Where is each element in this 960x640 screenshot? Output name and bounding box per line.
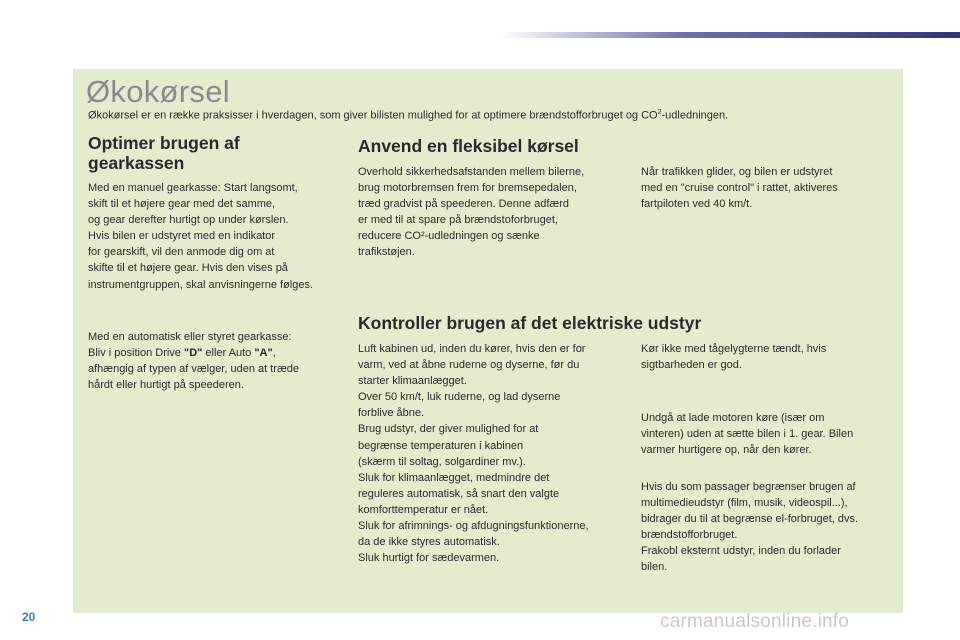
gearbox-automatic-line2b: eller Auto bbox=[202, 347, 255, 360]
heading-gearbox: Optimer brugen af gearkassen bbox=[88, 133, 240, 173]
gearbox-manual-text: Med en manuel gearkasse: Start langsomt, skift til et højere gear med det samme, og gear derefter hurtigt op under kørslen. Hvis bilen er udstyret med en indikator for gearskift, vil den anmode dig om at skifte til et højere gear. Hvis den vises på instrumentgruppen, skal anvisningerne følges. bbox=[88, 182, 314, 291]
intro-text-before: Økokørsel er en række praksisser i hverdagen, som giver bilisten mulighed for at optimere brændstofforbruget og CO bbox=[88, 109, 658, 122]
page-title: Økokørsel bbox=[86, 74, 230, 109]
electrical-equipment-text-left: Luft kabinen ud, inden du kører, hvis den er for varm, ved at åbne ruderne og dyserne, før du starter klimaanlægget. Over 50 km/t, luk ruderne, og lad dyserne forblive åbne. Brug udstyr, der giver mulighed for at begrænse temperaturen i kabinen (skærm til soltag, solgardiner mv.). Sluk for klimaanlægget, medmindre det reguleres automatisk, så snart den valgte komforttemperatur er nået. Sluk for afrimnings- og afdugningsfunktionerne, da de ikke styres automatisk. Sluk hurtigt for sædevarmen. bbox=[358, 343, 589, 565]
gearbox-automatic-line1: Med en automatisk eller styret gearkasse: bbox=[88, 331, 292, 343]
header-decorative-bar bbox=[500, 32, 960, 38]
heading-electrical-equipment: Kontroller brugen af det elektriske udstyr bbox=[358, 313, 702, 333]
intro-text bbox=[88, 109, 728, 122]
flexible-driving-text-left: Overhold sikkerhedsafstanden mellem bilerne, brug motorbremsen frem for bremsepedalen, træd gradvist på speederen. Denne adfærd er med til at spare på brændstoforbruget, reducere CO²-udledningen og sænke trafikstøjen. bbox=[358, 166, 585, 259]
auto-position-label: "A" bbox=[254, 347, 273, 360]
gearbox-automatic-text bbox=[88, 329, 348, 393]
gearbox-automatic-rest: afhængig af typen af vælger, uden at træde hårdt eller hurtigt på speederen. bbox=[88, 363, 299, 392]
flexible-driving-text-right: Når trafikken glider, og bilen er udstyret med en "cruise control" i rattet, aktiveres fartpiloten ved 40 km/t. bbox=[641, 166, 838, 211]
page-number: 20 bbox=[22, 610, 36, 624]
intro-text-after: -udledningen. bbox=[661, 109, 729, 122]
heading-flexible-driving: Anvend en fleksibel kørsel bbox=[358, 136, 579, 156]
gearbox-automatic-line2a: Bliv i position Drive bbox=[88, 347, 184, 360]
intro-superscript: 2 bbox=[657, 109, 662, 116]
electrical-multimedia-text: Hvis du som passager begrænser brugen af multimedieudstyr (film, musik, videospil...), bidrager du til at begrænse el-forbruget, dvs. brændstofforbruget. Frakobl eksternt udstyr, inden du forlader bilen. bbox=[641, 481, 859, 574]
drive-position-label: "D" bbox=[183, 347, 203, 360]
electrical-idling-text: Undgå at lade motoren køre (især om vinteren) uden at sætte bilen i 1. gear. Bilen varmer hurtigere op, når den kører. bbox=[641, 412, 854, 457]
watermark: carmanualsonline.info bbox=[660, 611, 850, 632]
gearbox-automatic-line2c: , bbox=[272, 347, 276, 360]
electrical-fog-lights-text: Kør ikke med tågelygterne tændt, hvis sigtbarheden er god. bbox=[641, 343, 827, 372]
